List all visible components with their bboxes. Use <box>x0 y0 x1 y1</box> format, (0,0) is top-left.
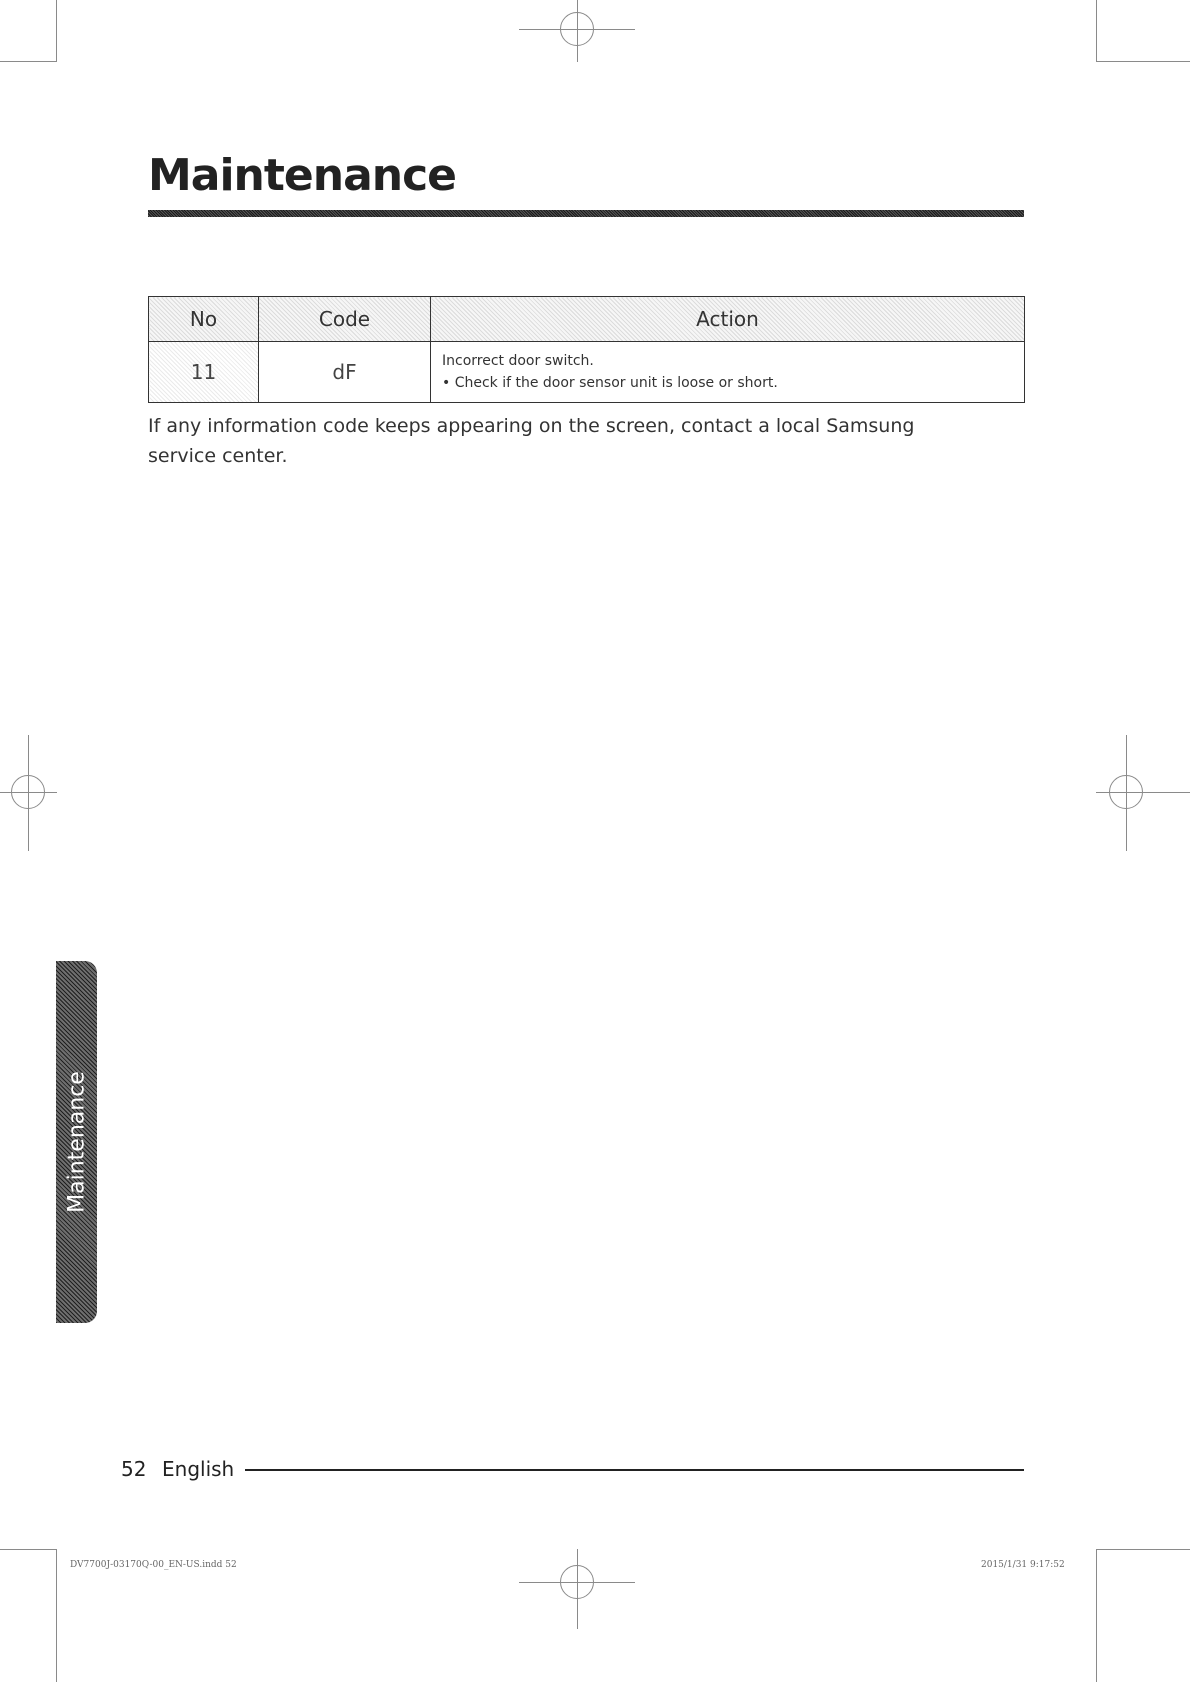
service-note: If any information code keeps appearing on the screen, contact a local Samsung service center. <box>148 415 915 467</box>
title-rule <box>148 210 1024 217</box>
information-code-table <box>148 296 1025 403</box>
action-description: Incorrect door switch. <box>442 353 594 369</box>
page-number: 52 <box>121 1457 147 1481</box>
page-title: Maintenance <box>148 150 457 201</box>
section-side-tab-label: Maintenance <box>64 1071 89 1213</box>
action-bullet: • Check if the door sensor unit is loose or short. <box>442 375 778 391</box>
header-action: Action <box>431 297 1025 342</box>
section-side-tab <box>56 961 97 1323</box>
cell-action <box>431 342 1025 403</box>
cell-no: 11 <box>149 342 259 403</box>
header-code: Code <box>259 297 431 342</box>
header-no: No <box>149 297 259 342</box>
cell-code: dF <box>259 342 431 403</box>
table-header-row <box>149 297 1025 342</box>
table-row <box>149 342 1025 403</box>
page-language: English <box>162 1457 235 1481</box>
print-slug-timestamp: 2015/1/31 9:17:52 <box>981 1560 1065 1570</box>
footer-rule <box>245 1469 1024 1471</box>
print-slug-file: DV7700J-03170Q-00_EN-US.indd 52 <box>70 1560 237 1570</box>
